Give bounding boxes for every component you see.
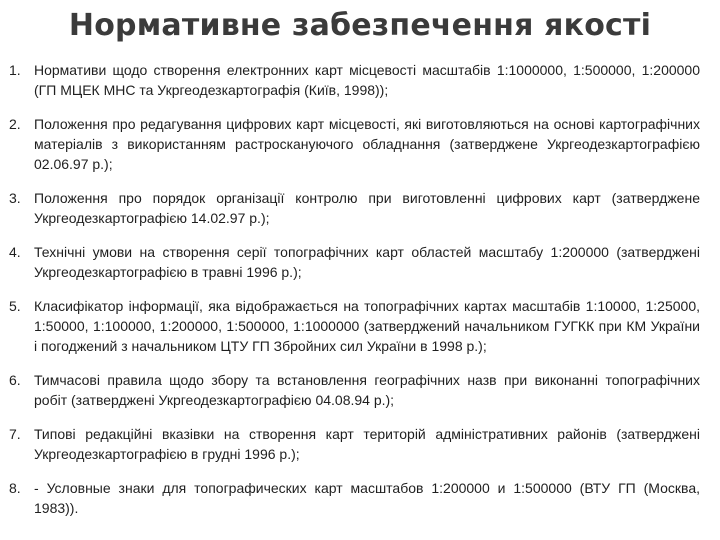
document-list [0, 60, 720, 532]
list-item [0, 242, 720, 282]
list-item-number: 3. [9, 190, 21, 206]
list-item [0, 424, 720, 464]
list-item-text: Положення про порядок організації контролю при виготовленні цифрових карт (затверджене Укргеодезкартографією 14.02.97 р.); [34, 190, 700, 226]
list-item-number: 4. [9, 244, 21, 260]
list-item-number: 8. [9, 480, 21, 496]
list-item-text: Класифікатор інформації, яка відображається на топографічних картах масштабів 1:10000, 1:25000, 1:50000, 1:100000, 1:200000, 1:500000, 1:1000000 (затверджений начальником ГУГКК при КМ України і погоджений з начальником ЦТУ ГП Збройних сил України в 1998 р.); [34, 298, 700, 354]
slide-title: Нормативне забезпечення якості [68, 8, 652, 43]
list-item [0, 188, 720, 228]
list-item-number: 7. [9, 426, 21, 442]
list-item-number: 2. [9, 116, 21, 132]
list-item-text: Тимчасові правила щодо збору та встановлення географічних назв при виконанні топографічних робіт (затверджені Укргеодезкартографією 04.08.94 р.); [34, 372, 700, 408]
list-item [0, 370, 720, 410]
list-item-number: 5. [9, 298, 21, 314]
list-item [0, 114, 720, 174]
list-item [0, 478, 720, 518]
list-item-text: - Условные знаки для топографических карт масштабов 1:200000 и 1:500000 (ВТУ ГП (Москва, 1983)). [34, 480, 700, 516]
list-item-text: Типові редакційні вказівки на створення карт територій адміністративних районів (затверджені Укргеодезкартографією в грудні 1996 р.); [34, 426, 700, 462]
list-item-text: Нормативи щодо створення електронних карт місцевості масштабів 1:1000000, 1:500000, 1:200000 (ГП МЦЕК МНС та Укргеодезкартографія (Київ, 1998)); [34, 62, 700, 98]
list-item-text: Положення про редагування цифрових карт місцевості, які виготовляються на основі картографічних матеріалів з використанням растроскануючого обладнання (затверджене Укргеодезкартографією 02.06.97 р.); [34, 116, 700, 172]
list-item-number: 1. [9, 62, 21, 78]
list-item-text: Технічні умови на створення серії топографічних карт областей масштабу 1:200000 (затверджені Укргеодезкартографією в травні 1996 р.); [34, 244, 700, 280]
list-item [0, 296, 720, 356]
list-item [0, 60, 720, 100]
list-item-number: 6. [9, 372, 21, 388]
